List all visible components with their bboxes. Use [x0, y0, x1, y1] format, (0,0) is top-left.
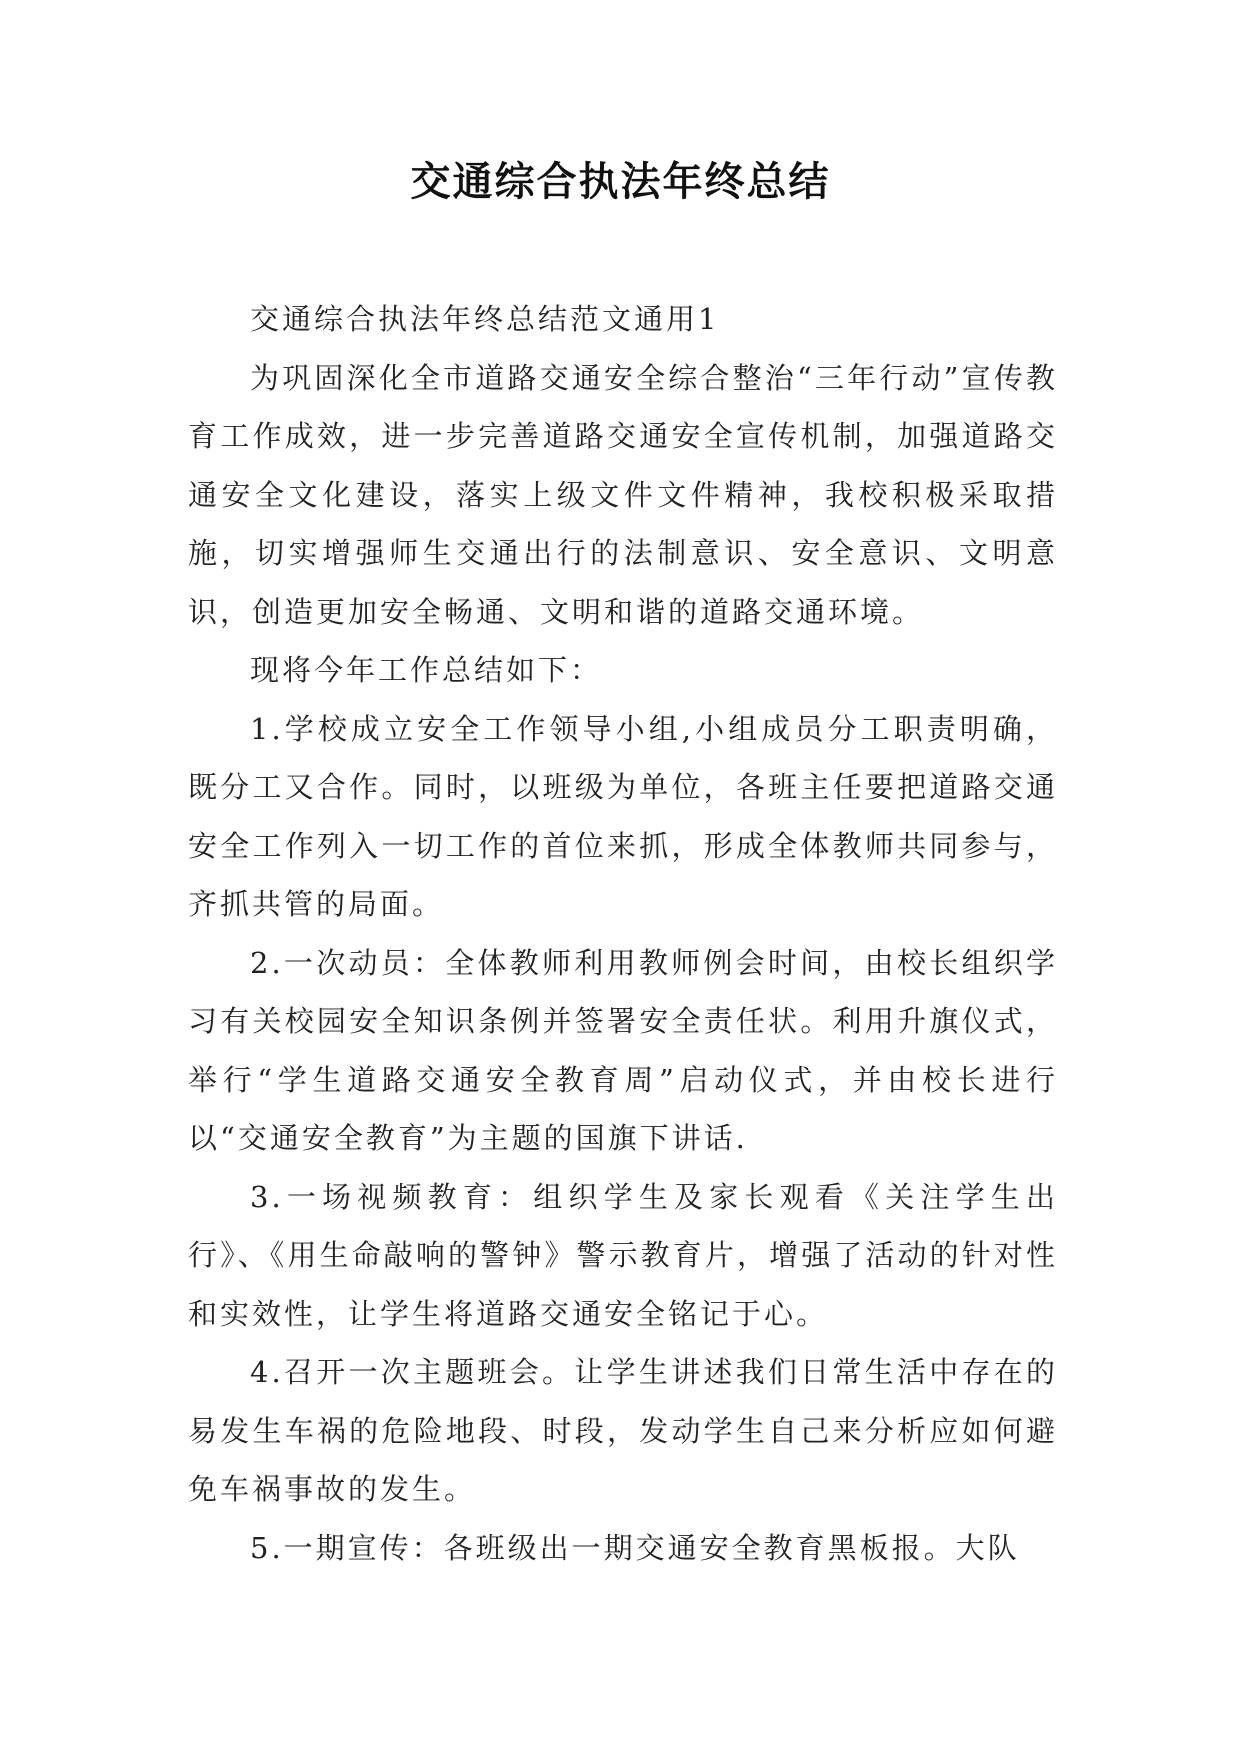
document-body — [188, 290, 1058, 1577]
paragraph-summary-lead: 现将今年工作总结如下： — [250, 653, 603, 687]
paragraph-item-4: 4.召开一次主题班会。让学生讲述我们日常生活中存在的易发生车祸的危险地段、时段，发动学生自己来分析应如何避免车祸事故的发生。 — [188, 1355, 1058, 1506]
paragraph-item-2: 2.一次动员：全体教师利用教师例会时间，由校长组织学习有关校园安全知识条例并签署安全责任状。利用升旗仪式，举行“学生道路交通安全教育周”启动仪式，并由校长进行以“交通安全教育”为主题的国旗下讲话. — [188, 945, 1058, 1155]
paragraph-item-5: 5.一期宣传：各班级出一期交通安全教育黑板报。大队 — [250, 1530, 1020, 1565]
paragraph-item-3: 3.一场视频教育：组织学生及家长观看《关注学生出行》、《用生命敲响的警钟》警示教育片，增强了活动的针对性和实效性，让学生将道路交通安全铭记于心。 — [188, 1179, 1058, 1331]
paragraph-intro: 为巩固深化全市道路交通安全综合整治“三年行动”宣传教育工作成效，进一步完善道路交通安全宣传机制，加强道路交通安全文化建设，落实上级文件文件精神，我校积极采取措施，切实增强师生交通出行的法制意识、安全意识、文明意识，创造更加安全畅通、文明和谐的道路交通环境。 — [188, 360, 1058, 629]
document-title: 交通综合执法年终总结 — [410, 158, 831, 205]
paragraph-item-1: 1.学校成立安全工作领导小组,小组成员分工职责明确，既分工又合作。同时，以班级为单位，各班主任要把道路交通安全工作列入一切工作的首位来抓，形成全体教师共同参与，齐抓共管的局面。 — [188, 711, 1058, 921]
paragraph-subtitle: 交通综合执法年终总结范文通用1 — [250, 302, 720, 336]
